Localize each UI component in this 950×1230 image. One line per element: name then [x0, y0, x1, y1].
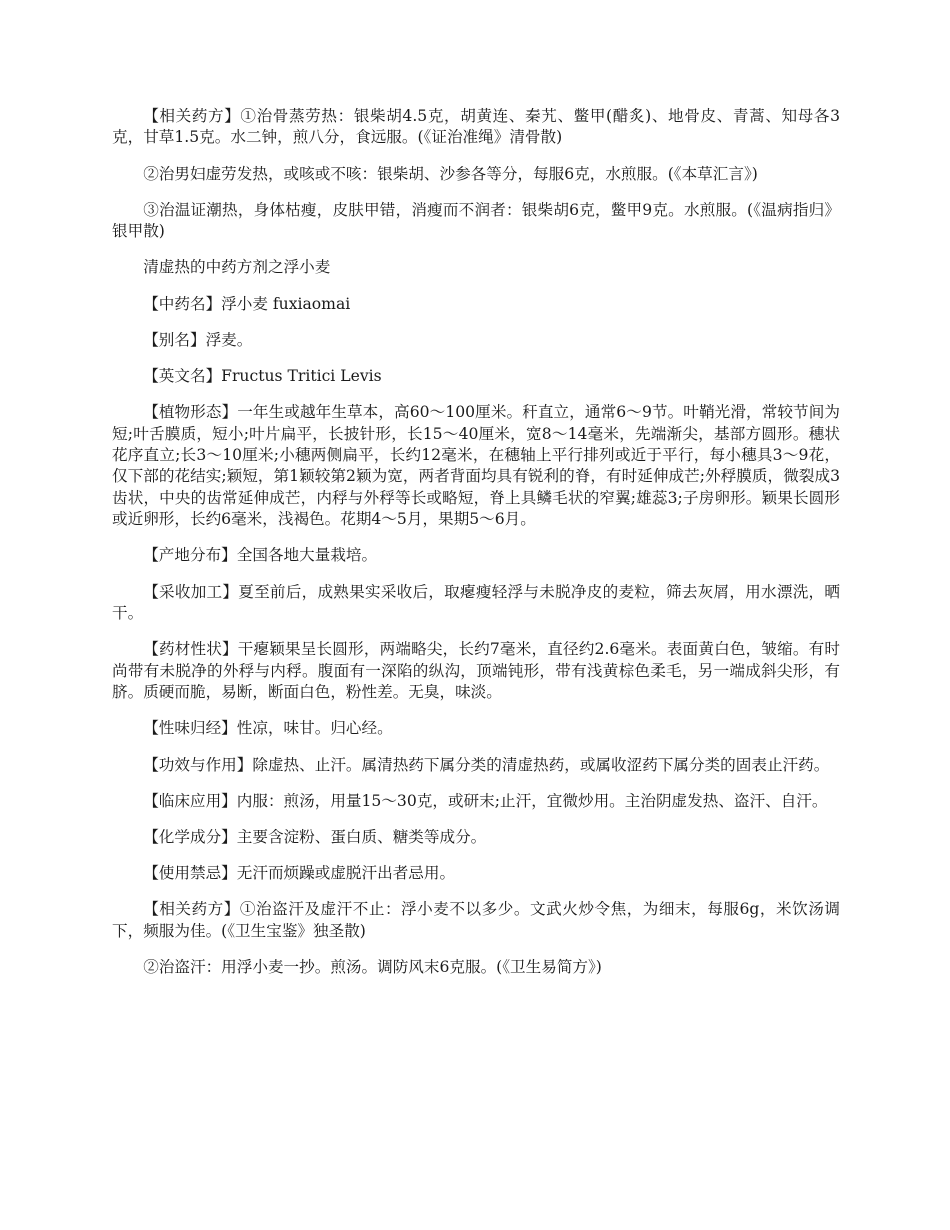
paragraph-related-formula-5: ②治盗汗：用浮小麦一抄。煎汤。调防风末6克服。(《卫生易简方》)	[143, 957, 602, 976]
paragraph-clinical-use: 【临床应用】内服：煎汤，用量15～30克，或研末;止汗，宜微炒用。主治阴虚发热、盗汗、自汗。	[143, 791, 828, 810]
document-body	[112, 106, 840, 993]
paragraph-plant-morphology: 【植物形态】一年生或越年生草本，高60～100厘米。秆直立，通常6～9节。叶鞘光滑，常较节间为短;叶舌膜质，短小;叶片扁平，长披针形，长15～40厘米，宽8～14毫米，先端渐尖，基部方圆形。穗状花序直立;长3～10厘米;小穗两侧扁平，长约12毫米，在穗轴上平行排列或近于平行，每小穗具3～9花，仅下部的花结实;颖短，第1颖较第2颖为宽，两者背面均具有锐利的脊，有时延伸成芒;外稃膜质，微裂成3齿状，中央的齿常延伸成芒，内稃与外稃等长或略短，脊上具鳞毛状的窄翼;雄蕊3;子房卵形。颖果长圆形或近卵形，长约6毫米，浅褐色。花期4～5月，果期5～6月。	[112, 403, 840, 529]
paragraph-related-formula-1: 【相关药方】①治骨蒸劳热：银柴胡4.5克，胡黄连、秦艽、鳖甲(醋炙)、地骨皮、青蒿、知母各3克，甘草1.5克。水二钟，煎八分，食远服。(《证治准绳》清骨散)	[112, 107, 840, 147]
paragraph-harvest-processing: 【采收加工】夏至前后，成熟果实采收后，取瘪瘦轻浮与未脱净皮的麦粒，筛去灰屑，用水漂洗，晒干。	[112, 582, 840, 623]
paragraph-distribution: 【产地分布】全国各地大量栽培。	[143, 546, 378, 565]
paragraph-alias: 【别名】浮麦。	[143, 330, 253, 349]
paragraph-chemical-composition: 【化学成分】主要含淀粉、蛋白质、糖类等成分。	[143, 827, 487, 846]
paragraph-herb-name: 【中药名】浮小麦 fuxiaomai	[143, 294, 351, 313]
paragraph-related-formula-2: ②治男妇虚劳发热，或咳或不咳：银柴胡、沙参各等分，每服6克，水煎服。(《本草汇言》)	[143, 164, 758, 183]
paragraph-related-formula-3: ③治温证潮热，身体枯瘦，皮肤甲错，消瘦而不润者：银柴胡6克，鳖甲9克。水煎服。(《温病指归》银甲散)	[112, 200, 840, 241]
paragraph-efficacy: 【功效与作用】除虚热、止汗。属清热药下属分类的清虚热药，或属收涩药下属分类的固表止汗药。	[143, 755, 830, 774]
paragraph-contraindications: 【使用禁忌】无汗而烦躁或虚脱汗出者忌用。	[143, 864, 456, 883]
section-heading: 清虚热的中药方剂之浮小麦	[143, 258, 331, 277]
paragraph-english-name: 【英文名】Fructus Tritici Levis	[143, 367, 382, 386]
paragraph-nature-meridian: 【性味归经】性凉，味甘。归心经。	[143, 719, 393, 738]
paragraph-material-traits: 【药材性状】干瘪颖果呈长圆形，两端略尖，长约7毫米，直径约2.6毫米。表面黄白色，皱缩。有时尚带有未脱净的外稃与内稃。腹面有一深陷的纵沟，顶端钝形，带有浅黄棕色柔毛，另一端成斜尖形，有脐。质硬而脆，易断，断面白色，粉性差。无臭，味淡。	[112, 640, 840, 702]
paragraph-related-formula-4: 【相关药方】①治盗汗及虚汗不止：浮小麦不以多少。文武火炒令焦，为细末，每服6g，米饮汤调下，频服为佳。(《卫生宝鉴》独圣散)	[112, 900, 840, 940]
